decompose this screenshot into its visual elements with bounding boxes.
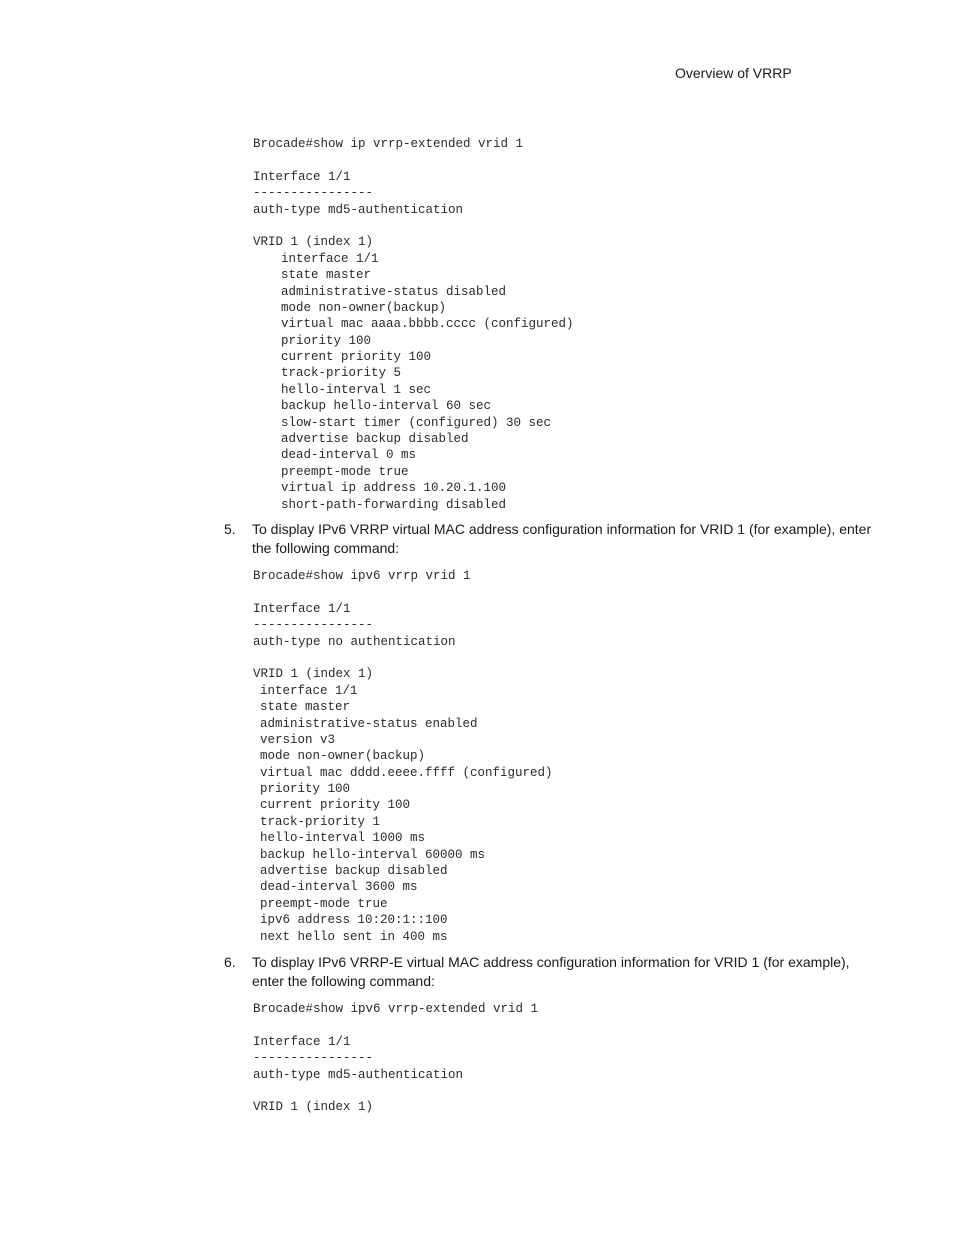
cli-separator: ---------------- [253,618,374,633]
cli-detail-line: dead-interval 3600 ms [260,880,418,895]
cli-detail-line: track-priority 1 [260,814,381,829]
cli-detail-line: current priority 100 [281,350,432,365]
cli-detail-line: administrative-status disabled [281,284,507,299]
cli-output-block-3 [253,1001,538,1116]
cli-detail-line: mode non-owner(backup) [281,300,447,315]
cli-auth-type: auth-type no authentication [253,634,456,649]
cli-output-block-2 [253,568,553,945]
cli-command: Brocade#show ipv6 vrrp vrid 1 [253,569,471,583]
cli-detail-line: backup hello-interval 60 sec [281,399,492,414]
cli-detail-line: priority 100 [281,333,372,348]
cli-detail-line: next hello sent in 400 ms [260,929,448,944]
blank-line [253,1017,538,1033]
step-6-instruction [224,953,874,991]
cli-interface: Interface 1/1 [253,169,351,184]
step-number: 6. [224,954,236,970]
cli-detail-line: state master [260,700,351,715]
step-text: To display IPv6 VRRP-E virtual MAC address configuration information for VRID 1 (for example), enter the following command: [252,954,850,989]
blank-line [253,1083,538,1099]
cli-interface: Interface 1/1 [253,1034,351,1049]
cli-detail-line: virtual ip address 10.20.1.100 [281,481,507,496]
cli-interface: Interface 1/1 [253,601,351,616]
blank-line [253,218,574,234]
cli-detail-line: priority 100 [260,782,351,797]
cli-auth-type: auth-type md5-authentication [253,1067,464,1082]
cli-detail-line: interface 1/1 [260,683,358,698]
cli-detail-line: advertise backup disabled [281,432,469,447]
cli-vrid: VRID 1 (index 1) [253,1100,374,1115]
page-header-title: Overview of VRRP [675,65,792,81]
cli-separator: ---------------- [253,186,374,201]
step-number: 5. [224,521,236,537]
cli-detail-line: short-path-forwarding disabled [281,497,507,512]
cli-detail-line: administrative-status enabled [260,716,478,731]
cli-detail-line: track-priority 5 [281,366,402,381]
cli-detail-line: version v3 [260,732,336,747]
cli-vrid: VRID 1 (index 1) [253,235,374,250]
cli-detail-line: mode non-owner(backup) [260,749,426,764]
cli-detail-line: slow-start timer (configured) 30 sec [281,415,552,430]
cli-detail-line: preempt-mode true [281,464,409,479]
cli-auth-type: auth-type md5-authentication [253,202,464,217]
blank-line [253,584,553,600]
cli-command: Brocade#show ipv6 vrrp-extended vrid 1 [253,1002,539,1016]
cli-detail-line: backup hello-interval 60000 ms [260,847,486,862]
cli-detail-line: virtual mac aaaa.bbbb.cccc (configured) [281,317,574,332]
step-5-instruction [224,520,874,558]
cli-output-block-1 [253,136,574,513]
cli-detail-line: dead-interval 0 ms [281,448,417,463]
step-text: To display IPv6 VRRP virtual MAC address configuration information for VRID 1 (for example), enter the following command: [252,521,872,556]
cli-detail-line: interface 1/1 [281,251,379,266]
cli-detail-line: hello-interval 1000 ms [260,831,426,846]
cli-vrid: VRID 1 (index 1) [253,667,374,682]
cli-detail-line: current priority 100 [260,798,411,813]
cli-command: Brocade#show ip vrrp-extended vrid 1 [253,137,524,151]
blank-line [253,650,553,666]
cli-detail-line: virtual mac dddd.eeee.ffff (configured) [260,765,553,780]
cli-detail-line: state master [281,268,372,283]
blank-line [253,152,574,168]
cli-separator: ---------------- [253,1051,374,1066]
cli-detail-line: advertise backup disabled [260,864,448,879]
cli-detail-line: hello-interval 1 sec [281,382,432,397]
cli-detail-line: preempt-mode true [260,896,388,911]
cli-detail-line: ipv6 address 10:20:1::100 [260,913,448,928]
